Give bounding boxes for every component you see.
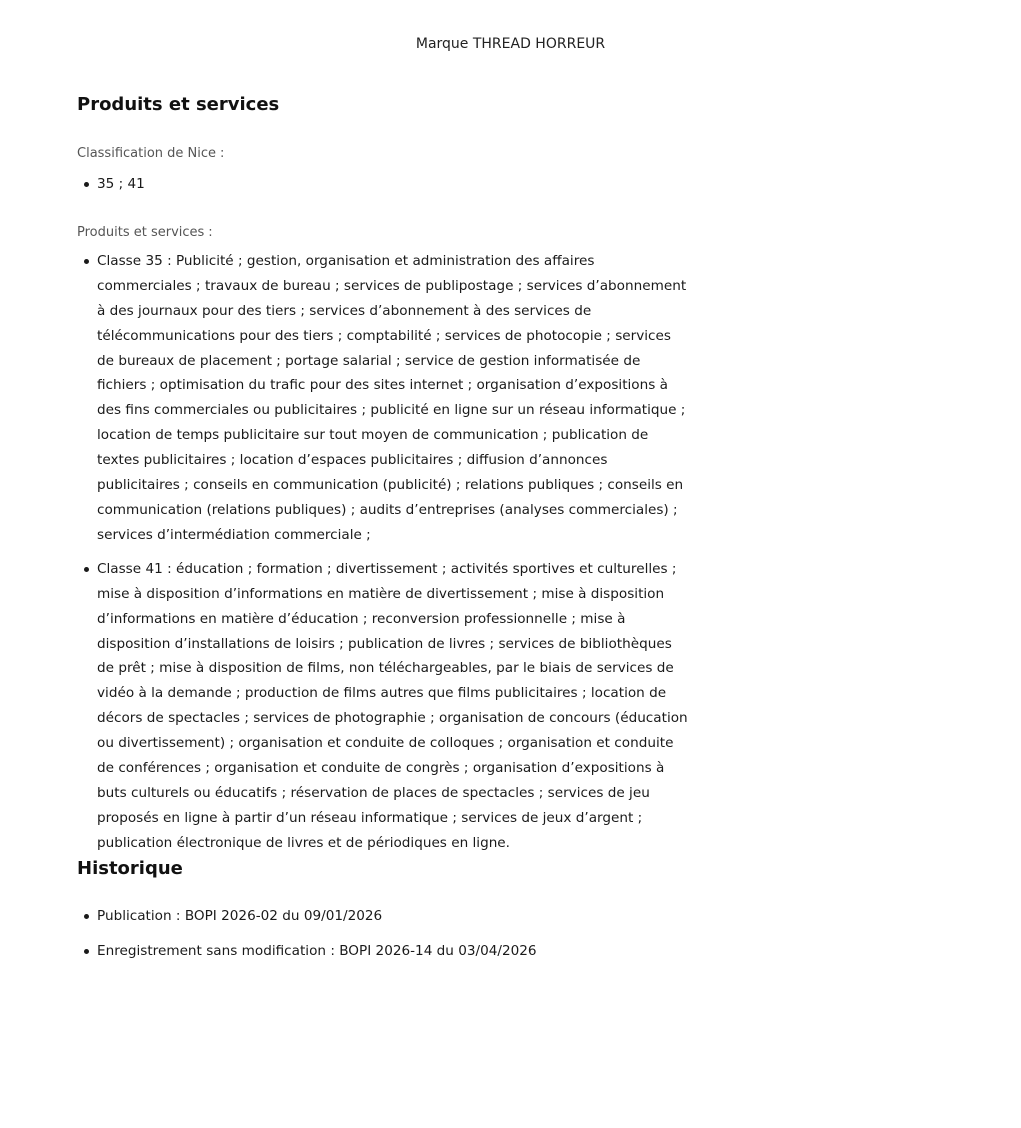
nice-classes-item: 35 ; 41 <box>77 172 692 197</box>
page-title: Marque THREAD HORREUR <box>415 36 606 52</box>
services-label <box>77 223 692 243</box>
history-item-publication: Publication : BOPI 2026-02 du 09/01/2026 <box>77 904 692 929</box>
history-section-title: Historique <box>77 857 183 879</box>
services-colon: : <box>208 224 213 240</box>
nice-classification-label <box>77 144 692 164</box>
services-label-text: Produits et services <box>77 224 205 240</box>
class-35-item: Classe 35 : Publicité ; gestion, organisation et administration des affaires commerciales ; travaux de bureau ; services de publipostage ; services d’abonnement à des journaux pour des tiers ; services d’abonnement à des services de télécommunications pour des tiers ; comptabilité ; services de photocopie ; services de bureaux de placement ; portage salarial ; service de gestion informatisée de fichiers ; optimisation du trafic pour des sites internet ; organisation d’expositions à des fins commerciales ou publicitaires ; publicité en ligne sur un réseau informatique ; location de temps publicitaire sur tout moyen de communication ; publication de textes publicitaires ; location d’espaces publicitaires ; diffusion d’annonces publicitaires ; conseils en communication (publicité) ; relations publiques ; conseils en communication (relations publiques) ; audits d’entreprises (analyses commerciales) ; services d’intermédiation commerciale ; <box>77 249 692 548</box>
nice-classes-list <box>77 172 692 197</box>
services-list <box>77 249 692 856</box>
main-content <box>77 92 692 963</box>
history-item-registration: Enregistrement sans modification : BOPI 2026-14 du 03/04/2026 <box>77 939 692 964</box>
nice-classification-colon: : <box>220 146 225 161</box>
class-41-item: Classe 41 : éducation ; formation ; divertissement ; activités sportives et culturelles ; mise à disposition d’informations en matière de divertissement ; mise à disposition d’informations en matière d’éducation ; reconversion professionnelle ; mise à disposition d’installations de loisirs ; publication de livres ; services de bibliothèques de prêt ; mise à disposition de films, non téléchargeables, par le biais de services de vidéo à la demande ; production de films autres que films publicitaires ; location de décors de spectacles ; services de photographie ; organisation de concours (éducation ou divertissement) ; organisation et conduite de colloques ; organisation et conduite de conférences ; organisation et conduite de congrès ; organisation d’expositions à buts culturels ou éducatifs ; réservation de places de spectacles ; services de jeu proposés en ligne à partir d’un réseau informatique ; services de jeux d’argent ; publication électronique de livres et de périodiques en ligne. <box>77 557 692 856</box>
products-section-title: Produits et services <box>77 94 280 115</box>
history-list <box>77 904 692 964</box>
nice-classification-label-text: Classification de Nice <box>77 146 217 161</box>
